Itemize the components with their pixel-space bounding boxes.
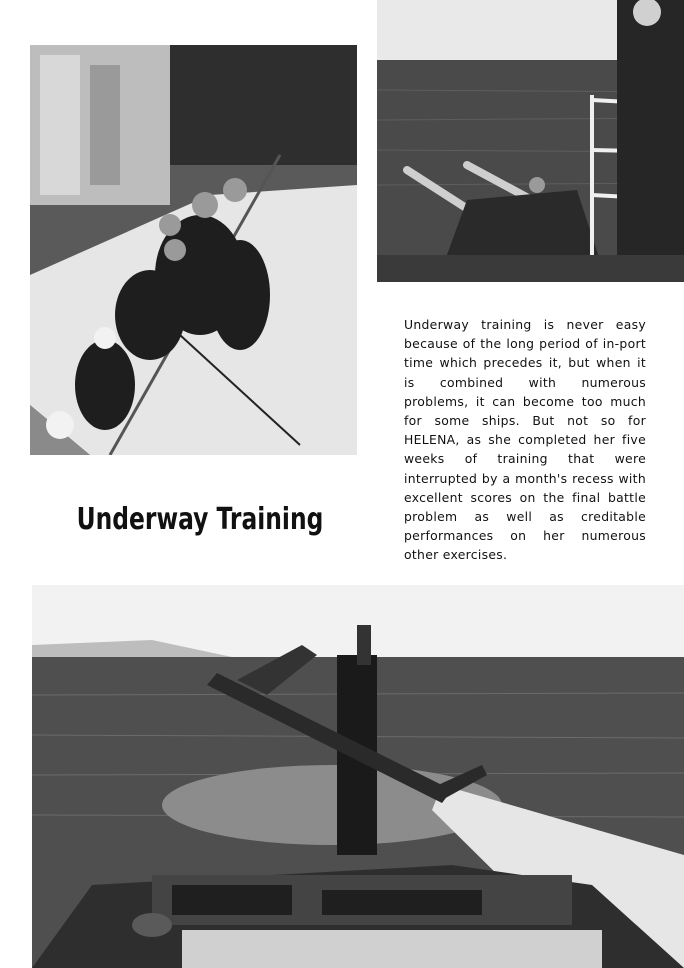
body-paragraph: Underway training is never easy because of the long period of in-port time which precedes it, but when it is combined with numerous problems, it can become too much for some ships. But not so for HELENA, as she completed her five weeks of training that were interrupted by a month's recess with excellent scores on the final battle problem as well as creditable performances on her numerous other exercises.: [404, 317, 646, 563]
photo-sailors-on-deck: [30, 45, 357, 455]
photo-deck-guns: [377, 0, 684, 282]
photo-missile-launch: [32, 585, 684, 968]
page-title: Underway Training: [76, 502, 324, 537]
